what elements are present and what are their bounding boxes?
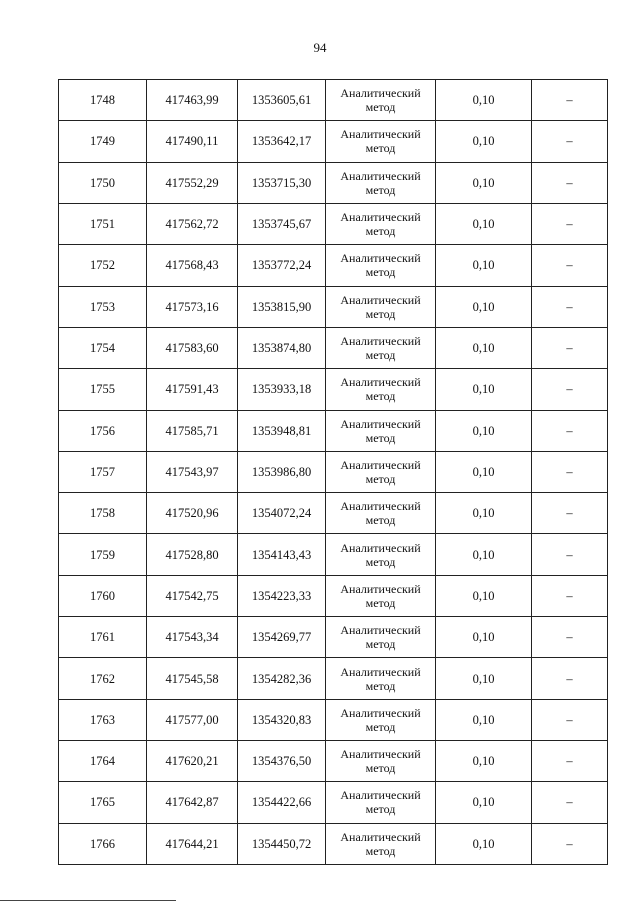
table-row <box>59 286 608 327</box>
table-row <box>59 451 608 492</box>
y-coordinate-cell: 1354282,36 <box>238 658 326 699</box>
method-text-line1: Аналитический <box>340 251 421 266</box>
point-number-cell: 1763 <box>59 699 147 740</box>
note-cell: – <box>532 493 608 534</box>
y-coordinate-cell: 1353642,17 <box>238 121 326 162</box>
accuracy-cell: 0,10 <box>436 203 532 244</box>
method-text-line1: Аналитический <box>340 292 421 307</box>
method-cell <box>326 203 436 244</box>
note-cell: – <box>532 451 608 492</box>
method-text-line2: метод <box>365 554 396 569</box>
method-text-line2: метод <box>365 224 396 239</box>
method-text-line2: метод <box>365 182 396 197</box>
accuracy-cell: 0,10 <box>436 80 532 121</box>
accuracy-cell: 0,10 <box>436 162 532 203</box>
note-cell: – <box>532 410 608 451</box>
accuracy-cell: 0,10 <box>436 245 532 286</box>
point-number-cell: 1764 <box>59 741 147 782</box>
note-cell: – <box>532 203 608 244</box>
note-cell: – <box>532 369 608 410</box>
x-coordinate-cell: 417543,97 <box>147 451 238 492</box>
note-cell: – <box>532 699 608 740</box>
accuracy-cell: 0,10 <box>436 782 532 823</box>
x-coordinate-cell: 417490,11 <box>147 121 238 162</box>
method-text-line1: Аналитический <box>340 829 421 844</box>
accuracy-cell: 0,10 <box>436 823 532 864</box>
y-coordinate-cell: 1354422,66 <box>238 782 326 823</box>
y-coordinate-cell: 1354143,43 <box>238 534 326 575</box>
x-coordinate-cell: 417620,21 <box>147 741 238 782</box>
note-cell: – <box>532 617 608 658</box>
method-text-line1: Аналитический <box>340 747 421 762</box>
method-text-line2: метод <box>365 761 396 776</box>
accuracy-cell: 0,10 <box>436 534 532 575</box>
note-cell: – <box>532 327 608 368</box>
x-coordinate-cell: 417520,96 <box>147 493 238 534</box>
table-row <box>59 203 608 244</box>
point-number-cell: 1760 <box>59 575 147 616</box>
point-number-cell: 1761 <box>59 617 147 658</box>
y-coordinate-cell: 1353772,24 <box>238 245 326 286</box>
method-text-line2: метод <box>365 430 396 445</box>
table-row <box>59 493 608 534</box>
footnote-rule <box>0 900 176 901</box>
method-text-line2: метод <box>365 389 396 404</box>
y-coordinate-cell: 1353933,18 <box>238 369 326 410</box>
method-cell <box>326 493 436 534</box>
x-coordinate-cell: 417545,58 <box>147 658 238 699</box>
x-coordinate-cell: 417552,29 <box>147 162 238 203</box>
method-cell <box>326 658 436 699</box>
y-coordinate-cell: 1354072,24 <box>238 493 326 534</box>
note-cell: – <box>532 286 608 327</box>
method-cell <box>326 782 436 823</box>
table-row <box>59 162 608 203</box>
method-text-line1: Аналитический <box>340 623 421 638</box>
table-body <box>59 80 608 865</box>
accuracy-cell: 0,10 <box>436 575 532 616</box>
table-row <box>59 823 608 864</box>
method-cell <box>326 327 436 368</box>
point-number-cell: 1754 <box>59 327 147 368</box>
method-cell <box>326 575 436 616</box>
method-cell <box>326 245 436 286</box>
method-cell <box>326 534 436 575</box>
x-coordinate-cell: 417644,21 <box>147 823 238 864</box>
table-row <box>59 410 608 451</box>
x-coordinate-cell: 417568,43 <box>147 245 238 286</box>
table-row <box>59 699 608 740</box>
y-coordinate-cell: 1353745,67 <box>238 203 326 244</box>
method-text-line1: Аналитический <box>340 664 421 679</box>
y-coordinate-cell: 1354450,72 <box>238 823 326 864</box>
y-coordinate-cell: 1353874,80 <box>238 327 326 368</box>
note-cell: – <box>532 245 608 286</box>
table-row <box>59 658 608 699</box>
note-cell: – <box>532 823 608 864</box>
point-number-cell: 1757 <box>59 451 147 492</box>
table-row <box>59 80 608 121</box>
method-text-line1: Аналитический <box>340 416 421 431</box>
note-cell: – <box>532 121 608 162</box>
method-text-line1: Аналитический <box>340 705 421 720</box>
table-row <box>59 245 608 286</box>
x-coordinate-cell: 417583,60 <box>147 327 238 368</box>
method-cell <box>326 162 436 203</box>
method-cell <box>326 451 436 492</box>
accuracy-cell: 0,10 <box>436 286 532 327</box>
y-coordinate-cell: 1353986,80 <box>238 451 326 492</box>
y-coordinate-cell: 1354320,83 <box>238 699 326 740</box>
method-text-line2: метод <box>365 306 396 321</box>
method-text-line1: Аналитический <box>340 86 421 101</box>
coordinates-table <box>58 79 608 865</box>
method-text-line2: метод <box>365 513 396 528</box>
method-text-line1: Аналитический <box>340 457 421 472</box>
accuracy-cell: 0,10 <box>436 699 532 740</box>
accuracy-cell: 0,10 <box>436 410 532 451</box>
method-text-line1: Аналитический <box>340 127 421 142</box>
point-number-cell: 1753 <box>59 286 147 327</box>
method-text-line2: метод <box>365 719 396 734</box>
y-coordinate-cell: 1354269,77 <box>238 617 326 658</box>
x-coordinate-cell: 417543,34 <box>147 617 238 658</box>
table-row <box>59 575 608 616</box>
note-cell: – <box>532 782 608 823</box>
method-text-line2: метод <box>365 843 396 858</box>
point-number-cell: 1762 <box>59 658 147 699</box>
method-cell <box>326 741 436 782</box>
y-coordinate-cell: 1353815,90 <box>238 286 326 327</box>
table-row <box>59 327 608 368</box>
x-coordinate-cell: 417542,75 <box>147 575 238 616</box>
method-text-line2: метод <box>365 100 396 115</box>
point-number-cell: 1748 <box>59 80 147 121</box>
method-text-line2: метод <box>365 595 396 610</box>
method-text-line1: Аналитический <box>340 581 421 596</box>
y-coordinate-cell: 1354223,33 <box>238 575 326 616</box>
accuracy-cell: 0,10 <box>436 327 532 368</box>
note-cell: – <box>532 741 608 782</box>
method-text-line1: Аналитический <box>340 168 421 183</box>
point-number-cell: 1765 <box>59 782 147 823</box>
method-cell <box>326 699 436 740</box>
page-number: 94 <box>313 40 327 55</box>
note-cell: – <box>532 534 608 575</box>
x-coordinate-cell: 417562,72 <box>147 203 238 244</box>
note-cell: – <box>532 658 608 699</box>
point-number-cell: 1766 <box>59 823 147 864</box>
method-text-line1: Аналитический <box>340 788 421 803</box>
method-text-line2: метод <box>365 637 396 652</box>
x-coordinate-cell: 417591,43 <box>147 369 238 410</box>
method-cell <box>326 617 436 658</box>
x-coordinate-cell: 417573,16 <box>147 286 238 327</box>
method-text-line1: Аналитический <box>340 375 421 390</box>
method-text-line2: метод <box>365 141 396 156</box>
table-row <box>59 369 608 410</box>
point-number-cell: 1755 <box>59 369 147 410</box>
y-coordinate-cell: 1353948,81 <box>238 410 326 451</box>
method-cell <box>326 121 436 162</box>
point-number-cell: 1752 <box>59 245 147 286</box>
accuracy-cell: 0,10 <box>436 741 532 782</box>
method-text-line2: метод <box>365 348 396 363</box>
x-coordinate-cell: 417642,87 <box>147 782 238 823</box>
point-number-cell: 1759 <box>59 534 147 575</box>
accuracy-cell: 0,10 <box>436 658 532 699</box>
accuracy-cell: 0,10 <box>436 451 532 492</box>
method-cell <box>326 80 436 121</box>
point-number-cell: 1750 <box>59 162 147 203</box>
method-cell <box>326 369 436 410</box>
point-number-cell: 1749 <box>59 121 147 162</box>
method-text-line2: метод <box>365 265 396 280</box>
y-coordinate-cell: 1353605,61 <box>238 80 326 121</box>
table-row <box>59 741 608 782</box>
x-coordinate-cell: 417585,71 <box>147 410 238 451</box>
method-text-line2: метод <box>365 678 396 693</box>
method-text-line1: Аналитический <box>340 499 421 514</box>
point-number-cell: 1756 <box>59 410 147 451</box>
point-number-cell: 1758 <box>59 493 147 534</box>
x-coordinate-cell: 417528,80 <box>147 534 238 575</box>
table-row <box>59 121 608 162</box>
method-text-line1: Аналитический <box>340 540 421 555</box>
note-cell: – <box>532 575 608 616</box>
x-coordinate-cell: 417577,00 <box>147 699 238 740</box>
accuracy-cell: 0,10 <box>436 493 532 534</box>
note-cell: – <box>532 80 608 121</box>
y-coordinate-cell: 1353715,30 <box>238 162 326 203</box>
method-text-line2: метод <box>365 802 396 817</box>
table-row <box>59 617 608 658</box>
method-cell <box>326 286 436 327</box>
table-row <box>59 534 608 575</box>
table-row <box>59 782 608 823</box>
accuracy-cell: 0,10 <box>436 369 532 410</box>
method-text-line1: Аналитический <box>340 334 421 349</box>
method-text-line1: Аналитический <box>340 210 421 225</box>
method-text-line2: метод <box>365 471 396 486</box>
point-number-cell: 1751 <box>59 203 147 244</box>
note-cell: – <box>532 162 608 203</box>
accuracy-cell: 0,10 <box>436 617 532 658</box>
x-coordinate-cell: 417463,99 <box>147 80 238 121</box>
method-cell <box>326 823 436 864</box>
y-coordinate-cell: 1354376,50 <box>238 741 326 782</box>
accuracy-cell: 0,10 <box>436 121 532 162</box>
method-cell <box>326 410 436 451</box>
